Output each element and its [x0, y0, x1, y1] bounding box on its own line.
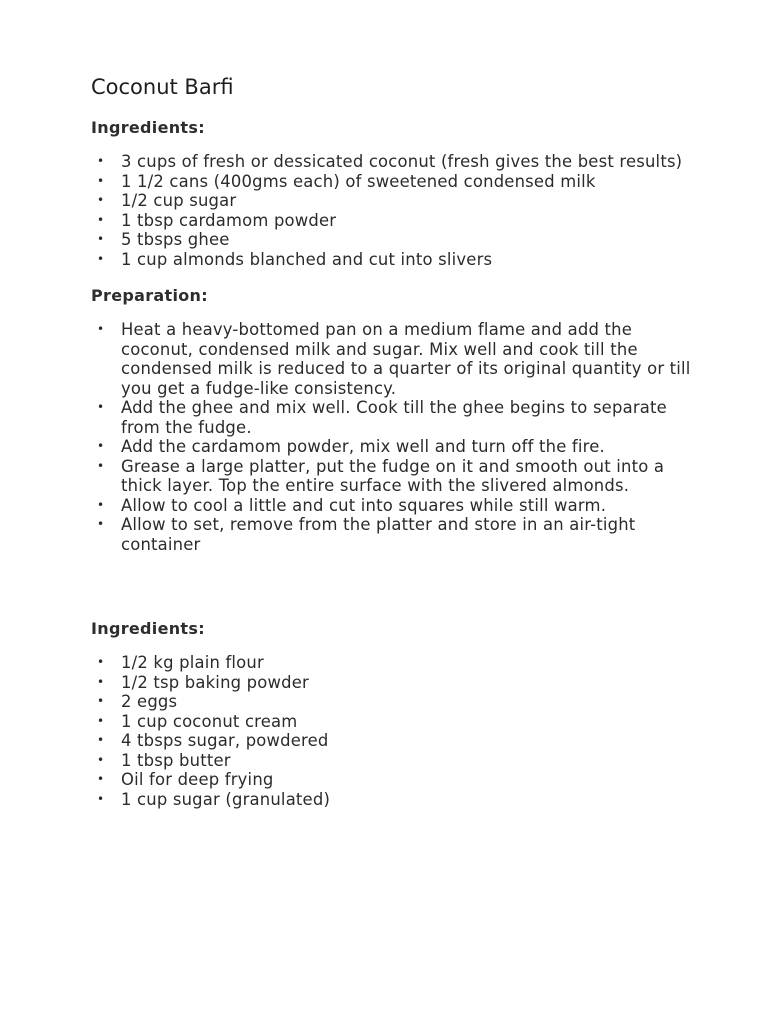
- bullet-icon: •: [97, 791, 105, 806]
- bullet-icon: •: [97, 713, 105, 728]
- bullet-icon: •: [97, 694, 105, 708]
- ingredients-heading: Ingredients:: [91, 118, 205, 137]
- list-item: • Allow to set, remove from the platter and store in an air-tight container: [97, 515, 636, 554]
- bullet-icon: •: [97, 439, 105, 453]
- list-item: • 1 cup coconut cream: [97, 711, 298, 731]
- preparation-list: [91, 320, 691, 554]
- bullet-icon: •: [97, 173, 105, 188]
- bullet-icon: •: [97, 497, 105, 512]
- bullet-icon: •: [97, 212, 105, 227]
- bullet-icon: •: [97, 733, 105, 747]
- bullet-icon: •: [97, 674, 105, 689]
- bullet-icon: •: [97, 251, 105, 266]
- list-item: • Add the ghee and mix well. Cook till the ghee begins to separate from the fudge.: [97, 398, 667, 437]
- list-item: • 1/2 kg plain flour: [97, 653, 264, 672]
- list-item: • Heat a heavy-bottomed pan on a medium flame and add the coconut, condensed milk and sugar. Mix well and cook till the condensed milk is reduced to a quarter of its original quantity or till you get a fudge-like consistency.: [97, 320, 691, 398]
- list-item: • 1 cup sugar (granulated): [97, 789, 331, 809]
- list-item: • Allow to cool a little and cut into squares while still warm.: [97, 495, 607, 515]
- list-item: • 1 cup almonds blanched and cut into slivers: [97, 249, 493, 269]
- bullet-icon: •: [97, 400, 105, 414]
- list-item: • Add the cardamom powder, mix well and turn off the fire.: [97, 437, 605, 456]
- list-item: • 1 tbsp cardamom powder: [97, 210, 337, 230]
- list-item: • 2 eggs: [97, 692, 178, 711]
- recipe-title: Coconut Barfi: [91, 75, 234, 99]
- bullet-icon: •: [97, 232, 105, 246]
- bullet-icon: •: [97, 458, 105, 473]
- bullet-icon: •: [97, 655, 105, 669]
- ingredients-list-2: [91, 653, 691, 809]
- ingredients-heading-2: Ingredients:: [91, 619, 205, 638]
- bullet-icon: •: [97, 772, 105, 786]
- list-item: • 5 tbsps ghee: [97, 230, 230, 249]
- list-item: • Grease a large platter, put the fudge on it and smooth out into a thick layer. Top the entire surface with the slivered almonds.: [97, 456, 665, 495]
- list-item: • 1/2 tsp baking powder: [97, 672, 309, 692]
- bullet-icon: •: [97, 322, 105, 336]
- list-item: • Oil for deep frying: [97, 770, 274, 789]
- ingredients-list: [91, 152, 691, 269]
- list-item: • 1 1/2 cans (400gms each) of sweetened condensed milk: [97, 171, 596, 191]
- bullet-icon: •: [97, 517, 105, 531]
- bullet-icon: •: [97, 154, 105, 168]
- bullet-icon: •: [97, 752, 105, 767]
- preparation-heading: Preparation:: [91, 286, 208, 305]
- list-item: • 3 cups of fresh or dessicated coconut (fresh gives the best results): [97, 152, 683, 171]
- list-item: • 1/2 cup sugar: [97, 191, 237, 210]
- list-item: • 4 tbsps sugar, powdered: [97, 731, 329, 750]
- document-content: [91, 72, 691, 809]
- list-item: • 1 tbsp butter: [97, 750, 231, 770]
- bullet-icon: •: [97, 193, 105, 207]
